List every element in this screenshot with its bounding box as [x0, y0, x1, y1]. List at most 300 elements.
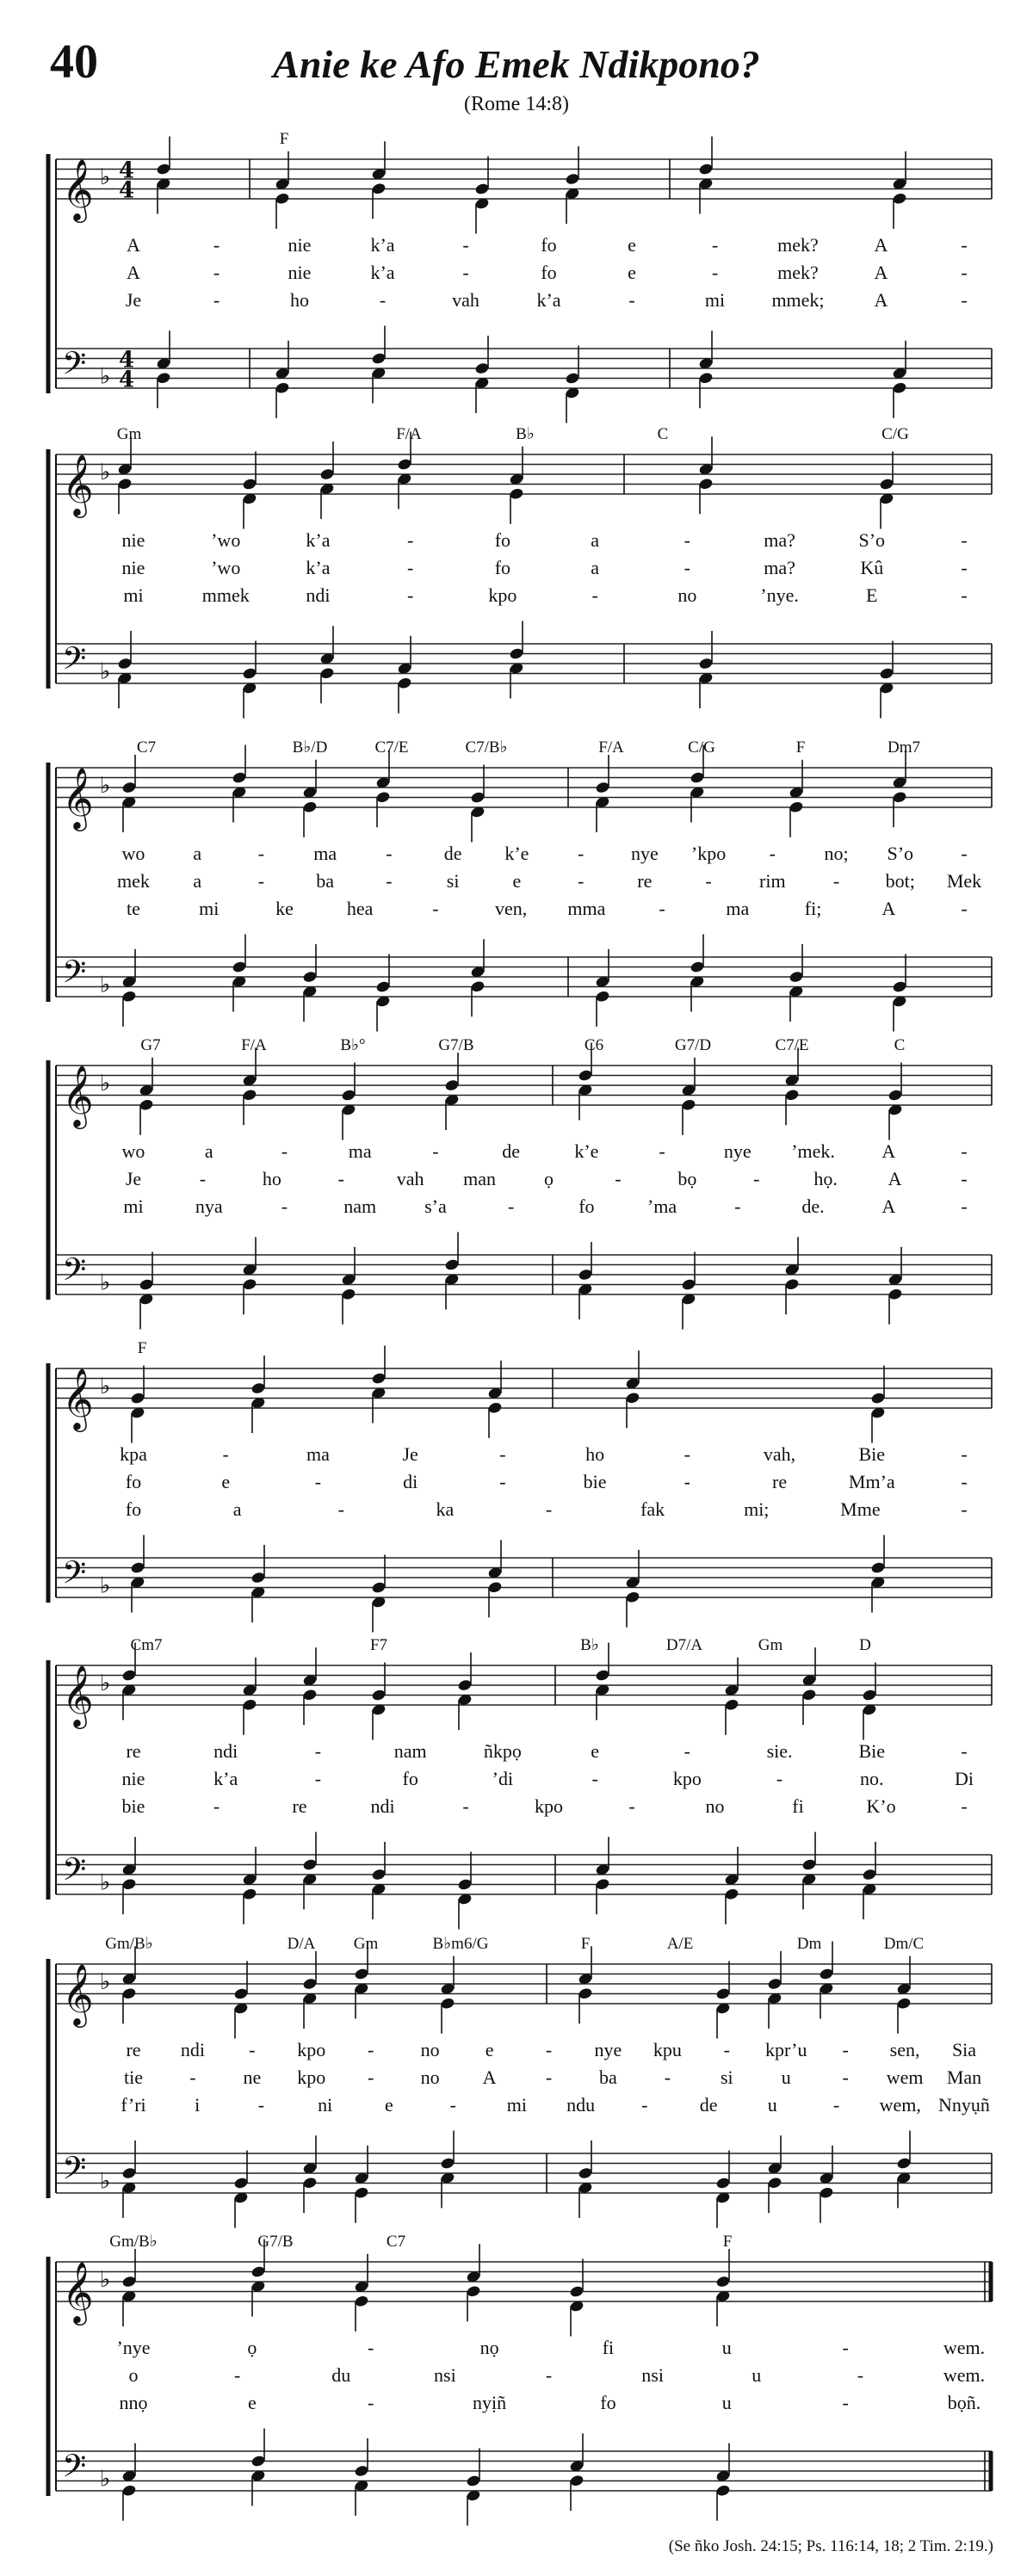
key-signature-flat-icon: ♭ — [100, 972, 111, 998]
lyric-syllable: mi — [506, 2094, 528, 2116]
lyric-syllable: - — [199, 1168, 207, 1189]
treble-clef-icon: 𝄞 — [62, 766, 94, 829]
lyric-syllable: ọ — [247, 2337, 257, 2358]
lyric-syllable: u — [767, 2094, 777, 2116]
lyric-syllable: k’a — [213, 1768, 238, 1789]
lyric-syllable: ’wo — [211, 529, 241, 551]
lyric-syllable: de — [699, 2094, 718, 2116]
lyric-syllable: - — [961, 1471, 968, 1492]
lyric-syllable: wo — [121, 1140, 145, 1162]
lyric-syllable: - — [379, 289, 387, 311]
lyric-syllable: ’wo — [211, 557, 241, 578]
lyric-syllable: no; — [824, 843, 849, 864]
lyric-syllable: Mek — [946, 870, 982, 892]
lyric-syllable: E — [866, 584, 878, 606]
lyric-syllable: ma — [313, 843, 337, 864]
lyric-syllable: ndi — [306, 584, 331, 606]
time-signature: 4 — [119, 158, 135, 184]
lyric-syllable: nam — [393, 1740, 427, 1762]
bass-clef-icon: 𝄢 — [62, 345, 87, 390]
chord-symbol: C6 — [584, 1036, 604, 1054]
chord-symbol: C7 — [136, 738, 157, 757]
lyric-syllable: ndi — [180, 2039, 205, 2060]
lyric-syllable: ho — [290, 289, 309, 311]
treble-clef-icon: 𝄞 — [62, 1962, 94, 2025]
lyric-syllable: ’nye. — [760, 584, 799, 606]
lyric-syllable: - — [961, 529, 968, 551]
treble-clef-icon: 𝄞 — [62, 453, 94, 516]
lyric-syllable: hea — [346, 898, 374, 919]
lyric-syllable: si — [720, 2066, 733, 2088]
lyric-syllable: ndu — [566, 2094, 596, 2116]
lyric-syllable: - — [337, 1168, 344, 1189]
chord-symbol: Gm — [758, 1636, 783, 1654]
lyric-syllable: no — [705, 1795, 725, 1817]
lyric-syllable: fo — [494, 529, 511, 551]
lyric-syllable: a — [193, 870, 202, 892]
lyric-syllable: nie — [121, 557, 145, 578]
lyric-syllable: - — [857, 2364, 864, 2386]
lyric-syllable: k’a — [306, 529, 331, 551]
lyric-syllable: - — [368, 2066, 374, 2088]
lyric-syllable: wem. — [943, 2337, 986, 2358]
lyric-syllable: e — [628, 234, 636, 256]
lyric-syllable: mmek — [201, 584, 250, 606]
chord-symbol: C7/E — [775, 1036, 809, 1054]
lyric-syllable: k’e — [504, 843, 529, 864]
lyric-syllable: re — [292, 1795, 307, 1817]
lyric-syllable: re — [772, 1471, 788, 1492]
lyric-syllable: nọ — [479, 2337, 499, 2358]
lyric-syllable: - — [842, 2039, 849, 2060]
lyric-syllable: s’a — [424, 1195, 447, 1217]
lyric-syllable: - — [545, 1498, 553, 1520]
lyric-syllable: - — [684, 1471, 690, 1492]
lyric-syllable: e — [385, 2094, 393, 2116]
lyric-syllable: họ. — [813, 1168, 838, 1189]
hymn-number: 40 — [50, 35, 98, 89]
lyric-syllable: Kû — [860, 557, 884, 578]
lyric-syllable: - — [545, 2066, 553, 2088]
chord-symbol: A/E — [666, 1935, 694, 1953]
chord-symbol: Gm — [353, 1935, 379, 1953]
lyric-syllable: Di — [955, 1768, 974, 1789]
chord-symbol: C/G — [881, 425, 909, 443]
key-signature-flat-icon: ♭ — [100, 1269, 111, 1296]
lyric-syllable: nam — [343, 1195, 377, 1217]
lyric-syllable: e — [485, 2039, 494, 2060]
lyric-syllable: - — [314, 1768, 322, 1789]
chord-symbol: Gm — [116, 425, 142, 443]
lyric-syllable: - — [961, 1140, 968, 1162]
lyric-syllable: a — [204, 1140, 213, 1162]
lyric-syllable: Mm’a — [848, 1471, 895, 1492]
lyric-syllable: fi; — [804, 898, 822, 919]
lyric-syllable: mi; — [744, 1498, 770, 1520]
lyric-syllable: nie — [121, 529, 145, 551]
lyric-syllable: e — [221, 1471, 231, 1492]
lyric-syllable: nsi — [641, 2364, 664, 2386]
lyric-syllable: - — [462, 1795, 469, 1817]
chord-symbol: Cm7 — [130, 1636, 163, 1654]
key-signature-flat-icon: ♭ — [100, 2168, 111, 2195]
chord-symbol: F — [137, 1339, 147, 1357]
lyric-syllable: ho — [262, 1168, 281, 1189]
lyric-syllable: - — [462, 262, 469, 283]
key-signature-flat-icon: ♭ — [100, 2466, 111, 2493]
lyric-syllable: nye — [630, 843, 659, 864]
lyric-syllable: A — [874, 234, 888, 256]
lyric-syllable: bọñ. — [947, 2392, 981, 2413]
scripture-reference: (Rome 14:8) — [464, 93, 569, 115]
chord-symbol: D/A — [287, 1935, 316, 1953]
chord-symbol: C/G — [688, 738, 715, 757]
chord-symbol: C — [657, 425, 669, 443]
lyric-syllable: i — [195, 2094, 201, 2116]
lyric-syllable: ma — [726, 898, 750, 919]
lyric-syllable: rim — [759, 870, 786, 892]
lyric-syllable: e — [628, 262, 636, 283]
lyric-syllable: - — [961, 1195, 968, 1217]
lyric-syllable: nyịñ — [473, 2392, 507, 2413]
lyric-syllable: tie — [124, 2066, 143, 2088]
lyric-syllable: fo — [402, 1768, 418, 1789]
lyric-syllable: no — [677, 584, 697, 606]
lyric-syllable: - — [832, 870, 840, 892]
bass-clef-icon: 𝄢 — [62, 954, 87, 998]
lyric-syllable: re — [637, 870, 653, 892]
lyric-syllable: - — [961, 898, 968, 919]
key-signature-flat-icon: ♭ — [100, 658, 111, 685]
lyric-syllable: - — [545, 2364, 553, 2386]
lyric-syllable: de — [443, 843, 462, 864]
bass-clef-icon: 𝄢 — [62, 1251, 87, 1296]
lyric-syllable: - — [832, 2094, 840, 2116]
lyric-syllable: - — [257, 2094, 265, 2116]
bass-clef-icon: 𝄢 — [62, 640, 87, 685]
lyric-syllable: A — [881, 1195, 896, 1217]
lyric-syllable: no. — [860, 1768, 884, 1789]
key-signature-flat-icon: ♭ — [100, 2267, 111, 2293]
lyric-syllable: u — [721, 2337, 732, 2358]
treble-clef-icon: 𝄞 — [62, 1064, 94, 1127]
lyric-syllable: - — [213, 289, 220, 311]
lyric-syllable: mek? — [777, 234, 819, 256]
lyric-syllable: nye — [594, 2039, 622, 2060]
lyric-syllable: - — [249, 2039, 256, 2060]
chord-symbol: F/A — [396, 425, 422, 443]
lyric-syllable: A — [127, 234, 140, 256]
lyric-syllable: - — [337, 1498, 344, 1520]
lyric-syllable: - — [314, 1471, 322, 1492]
lyric-syllable: A — [482, 2066, 497, 2088]
lyric-syllable: A — [874, 262, 888, 283]
lyric-syllable: - — [961, 289, 968, 311]
lyric-syllable: - — [769, 843, 776, 864]
lyric-syllable: - — [386, 843, 393, 864]
lyric-syllable: fi — [602, 2337, 615, 2358]
chord-symbol: Dm7 — [888, 738, 920, 757]
lyric-syllable: e — [247, 2392, 257, 2413]
lyric-syllable: - — [577, 870, 585, 892]
lyric-syllable: ven, — [495, 898, 528, 919]
chord-symbol: Dm — [796, 1935, 822, 1953]
lyric-syllable: vah, — [763, 1443, 796, 1465]
lyric-syllable: ọ — [544, 1168, 554, 1189]
lyric-syllable: - — [368, 2337, 374, 2358]
treble-clef-icon: 𝄞 — [62, 1367, 94, 1430]
lyric-syllable: - — [213, 262, 220, 283]
lyric-syllable: de — [502, 1140, 521, 1162]
chord-symbol: F — [279, 130, 289, 148]
lyric-syllable: nye — [723, 1140, 752, 1162]
footer-reference: (Se ñko Josh. 24:15; Ps. 116:14, 18; 2 Tim. 2:19.) — [668, 2537, 993, 2555]
lyric-syllable: - — [705, 870, 712, 892]
lyric-syllable: ndi — [213, 1740, 238, 1762]
lyric-syllable: kpo — [488, 584, 517, 606]
lyric-syllable: nie — [288, 234, 312, 256]
lyric-syllable: kpo — [672, 1768, 702, 1789]
lyric-syllable: u — [752, 2364, 762, 2386]
lyric-syllable: Je — [125, 289, 142, 311]
key-signature-flat-icon: ♭ — [100, 164, 111, 190]
lyric-syllable: - — [684, 1740, 690, 1762]
lyric-syllable: Nnyụñ — [938, 2094, 990, 2116]
lyric-syllable: no — [420, 2039, 440, 2060]
bass-clef-icon: 𝄢 — [62, 1554, 87, 1599]
lyric-syllable: - — [213, 1795, 220, 1817]
lyric-syllable: K’o — [866, 1795, 896, 1817]
lyric-syllable: de. — [801, 1195, 825, 1217]
chord-symbol: G7/D — [674, 1036, 712, 1054]
lyric-syllable: no — [420, 2066, 440, 2088]
lyric-syllable: kpo — [297, 2039, 326, 2060]
lyric-syllable: ma? — [764, 557, 795, 578]
lyric-syllable: ke — [275, 898, 294, 919]
lyric-syllable: re — [126, 2039, 141, 2060]
chord-symbol: D7/A — [665, 1636, 703, 1654]
lyric-syllable: - — [961, 1795, 968, 1817]
lyric-syllable: a — [232, 1498, 242, 1520]
lyric-syllable: ne — [243, 2066, 262, 2088]
lyric-syllable: - — [257, 843, 265, 864]
lyric-syllable: ñkpọ — [483, 1740, 522, 1762]
lyric-syllable: - — [961, 1740, 968, 1762]
lyric-syllable: - — [961, 843, 968, 864]
lyric-syllable: si — [446, 870, 460, 892]
lyric-syllable: u — [721, 2392, 732, 2413]
lyric-syllable: ba — [316, 870, 335, 892]
chord-symbol: B♭m6/G — [432, 1935, 489, 1953]
lyric-syllable: k’a — [370, 234, 395, 256]
lyric-syllable: - — [961, 1498, 968, 1520]
lyric-syllable: mma — [567, 898, 606, 919]
lyric-syllable: a — [193, 843, 202, 864]
lyric-syllable: f’ri — [121, 2094, 146, 2116]
lyric-syllable: o — [128, 2364, 139, 2386]
lyric-syllable: - — [314, 1740, 322, 1762]
lyric-syllable: kpa — [120, 1443, 147, 1465]
lyric-syllable: - — [753, 1168, 760, 1189]
lyric-syllable: fo — [125, 1498, 142, 1520]
lyric-syllable: - — [734, 1195, 741, 1217]
key-signature-flat-icon: ♭ — [100, 1374, 111, 1399]
key-signature-flat-icon: ♭ — [100, 1572, 111, 1599]
lyric-syllable: ’mek. — [791, 1140, 835, 1162]
lyric-syllable: Bie — [858, 1443, 886, 1465]
lyric-syllable: wem. — [943, 2364, 986, 2386]
lyric-syllable: ka — [436, 1498, 455, 1520]
lyric-syllable: - — [233, 2364, 241, 2386]
chord-symbol: F — [722, 2233, 733, 2251]
lyric-syllable: fak — [640, 1498, 665, 1520]
lyric-syllable: - — [368, 2392, 374, 2413]
lyric-syllable: - — [499, 1443, 506, 1465]
lyric-syllable: - — [407, 557, 414, 578]
time-signature: 4 — [119, 367, 135, 393]
lyric-syllable: - — [842, 2066, 849, 2088]
lyric-syllable: nnọ — [119, 2392, 148, 2413]
lyric-syllable: wem, — [879, 2094, 921, 2116]
lyric-syllable: - — [842, 2392, 849, 2413]
lyric-syllable: ba — [599, 2066, 617, 2088]
lyric-syllable: fo — [600, 2392, 616, 2413]
lyric-syllable: - — [545, 2039, 553, 2060]
lyric-syllable: fo — [541, 234, 557, 256]
chord-symbol: G7/B — [257, 2233, 294, 2251]
chord-symbol: C7/B♭ — [465, 738, 508, 757]
chord-symbol: Dm/C — [883, 1935, 925, 1953]
lyric-syllable: Je — [402, 1443, 418, 1465]
lyric-syllable: - — [499, 1471, 506, 1492]
lyric-syllable: Sia — [951, 2039, 977, 2060]
lyric-syllable: kpo — [535, 1795, 563, 1817]
lyric-syllable: - — [664, 2066, 671, 2088]
lyric-syllable: - — [591, 1768, 598, 1789]
lyric-syllable: - — [961, 234, 968, 256]
lyric-syllable: vah — [452, 289, 479, 311]
lyric-syllable: te — [127, 898, 140, 919]
lyric-syllable: nya — [195, 1195, 223, 1217]
lyric-syllable: - — [432, 1140, 439, 1162]
time-signature: 4 — [119, 177, 135, 204]
lyric-syllable: fo — [494, 557, 511, 578]
lyric-syllable: - — [213, 234, 220, 256]
lyric-syllable: wo — [121, 843, 145, 864]
lyric-syllable: fo — [578, 1195, 595, 1217]
chord-symbol: B♭° — [340, 1036, 366, 1054]
key-signature-flat-icon: ♭ — [100, 1071, 111, 1096]
lyric-syllable: - — [628, 1795, 635, 1817]
lyric-syllable: ’kpo — [690, 843, 727, 864]
chord-symbol: C7/E — [374, 738, 409, 757]
lyric-syllable: bie — [583, 1471, 607, 1492]
lyric-syllable: - — [961, 557, 968, 578]
lyric-syllable: ma? — [764, 529, 795, 551]
lyric-syllable: - — [723, 2039, 730, 2060]
lyric-syllable: kpo — [297, 2066, 326, 2088]
lyric-syllable: - — [462, 234, 469, 256]
bass-clef-icon: 𝄢 — [62, 1851, 87, 1896]
lyric-syllable: mi — [199, 898, 220, 919]
lyric-syllable: - — [961, 262, 968, 283]
lyric-syllable: - — [776, 1768, 783, 1789]
lyric-syllable: wem — [886, 2066, 924, 2088]
lyric-syllable: ho — [585, 1443, 605, 1465]
lyric-syllable: Mme — [840, 1498, 881, 1520]
key-signature-flat-icon: ♭ — [100, 773, 111, 799]
lyric-syllable: - — [222, 1443, 229, 1465]
chord-symbol: B♭/D — [292, 738, 328, 757]
lyric-syllable: - — [684, 1443, 690, 1465]
lyric-syllable: bie — [121, 1795, 145, 1817]
chord-symbol: Gm/B♭ — [105, 1935, 153, 1953]
lyric-syllable: fo — [125, 1471, 142, 1492]
lyric-syllable: - — [961, 1443, 968, 1465]
key-signature-flat-icon: ♭ — [100, 1671, 111, 1696]
chord-symbol: F — [795, 738, 806, 757]
lyric-syllable: k’e — [574, 1140, 599, 1162]
lyric-syllable: Man — [946, 2066, 982, 2088]
lyric-syllable: - — [407, 529, 414, 551]
lyric-syllable: - — [281, 1195, 288, 1217]
lyric-syllable: k’a — [370, 262, 395, 283]
lyric-syllable: u — [781, 2066, 791, 2088]
lyric-syllable: du — [331, 2364, 351, 2386]
chord-symbol: D — [859, 1636, 871, 1654]
lyric-syllable: - — [684, 557, 690, 578]
lyric-syllable: A — [874, 289, 888, 311]
lyric-syllable: a — [591, 557, 599, 578]
lyric-syllable: - — [281, 1140, 288, 1162]
lyric-syllable: nie — [121, 1768, 145, 1789]
lyric-syllable: k’a — [306, 557, 331, 578]
lyric-syllable: - — [368, 2039, 374, 2060]
lyric-syllable: - — [507, 1195, 515, 1217]
chord-symbol: G7/B — [438, 1036, 474, 1054]
lyric-syllable: a — [591, 529, 599, 551]
chord-symbol: F/A — [598, 738, 624, 757]
lyric-syllable: mmek; — [771, 289, 825, 311]
lyric-syllable: Bie — [858, 1740, 886, 1762]
lyric-syllable: sie. — [766, 1740, 793, 1762]
lyric-syllable: ’nye — [116, 2337, 151, 2358]
chord-symbol: G7 — [140, 1036, 161, 1054]
lyric-syllable: A — [127, 262, 140, 283]
lyric-syllable: - — [432, 898, 439, 919]
lyric-syllable: - — [577, 843, 585, 864]
lyric-syllable: - — [189, 2066, 196, 2088]
lyric-syllable: - — [449, 2094, 456, 2116]
lyric-syllable: Je — [125, 1168, 142, 1189]
lyric-syllable: mi — [704, 289, 726, 311]
lyric-syllable: - — [641, 2094, 648, 2116]
lyric-syllable: ’ma — [646, 1195, 677, 1217]
lyric-syllable: k’a — [536, 289, 561, 311]
lyric-syllable: - — [407, 584, 414, 606]
lyric-syllable: ma — [306, 1443, 330, 1465]
lyric-syllable: - — [711, 262, 719, 283]
lyric-syllable: fo — [541, 262, 557, 283]
lyric-syllable: - — [711, 234, 719, 256]
lyric-syllable: A — [888, 1168, 902, 1189]
lyric-syllable: re — [126, 1740, 141, 1762]
lyric-syllable: - — [591, 584, 598, 606]
lyric-syllable: A — [881, 898, 896, 919]
chord-symbol: Gm/B♭ — [109, 2233, 158, 2251]
lyric-syllable: - — [684, 529, 690, 551]
lyric-syllable: - — [386, 870, 393, 892]
